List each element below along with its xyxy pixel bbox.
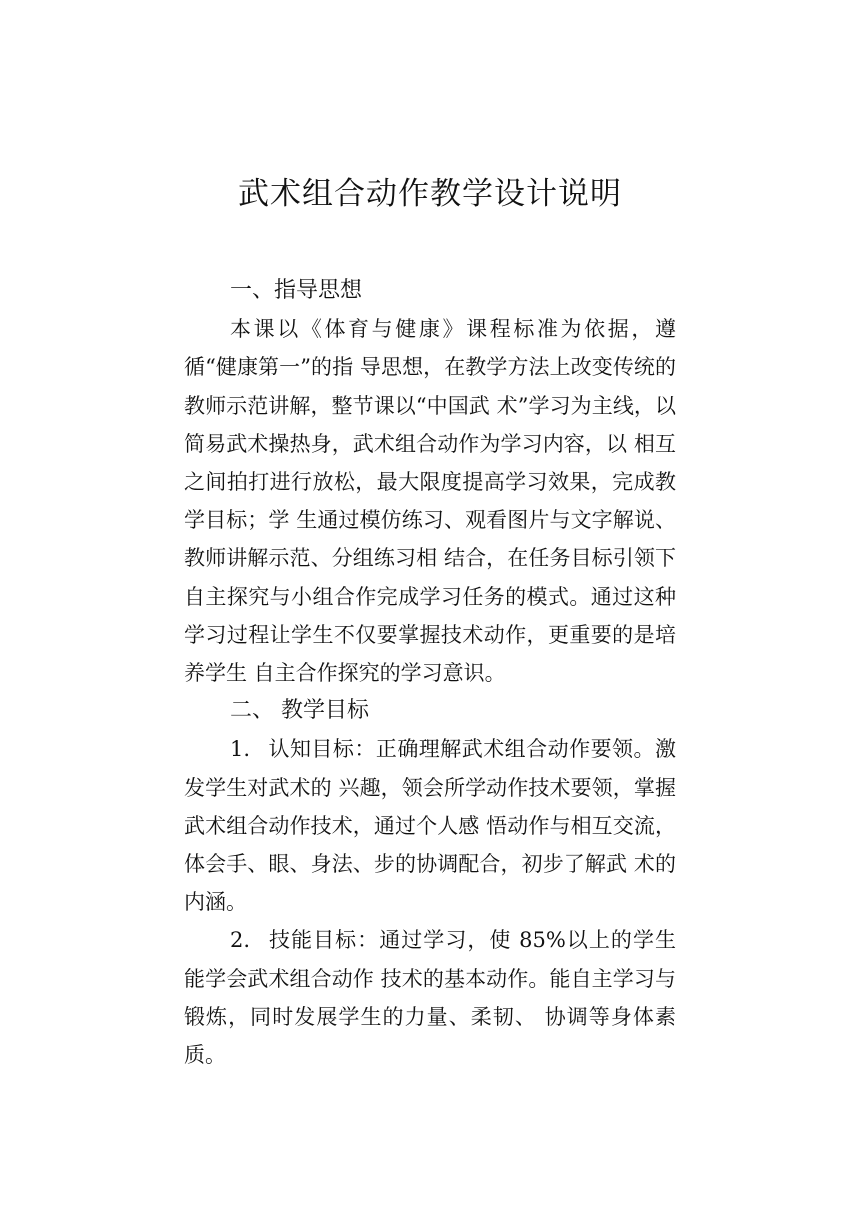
section-heading-guiding-ideology: 一、指导思想 xyxy=(230,278,363,303)
document-title: 武术组合动作教学设计说明 xyxy=(238,176,622,212)
list-item-skill-objective xyxy=(184,921,676,1074)
section-heading-teaching-objectives: 二、 教学目标 xyxy=(230,698,369,724)
document-body xyxy=(184,272,676,1074)
list-item-number: 1. xyxy=(230,737,251,762)
list-item-cognitive-objective xyxy=(184,730,676,921)
list-item-text: 认知目标：正确理解武术组合动作要领。激发学生对武术的 兴趣，领会所学动作技术要领，掌握武术组合动作技术，通过个人感 悟动作与相互交流，体会手、眼、身法、步的协调配合，初步了解武 术的内涵。 xyxy=(184,737,676,915)
list-item-number: 2. xyxy=(230,928,251,953)
list-item-text: 技能目标：通过学习，使 85%以上的学生能学会武术组合动作 技术的基本动作。能自主学习与锻炼，同时发展学生的力量、柔韧、 协调等身体素质。 xyxy=(184,928,676,1068)
paragraph-guiding-ideology: 本课以《体育与健康》课程标准为依据，遵循“健康第一”的指 导思想，在教学方法上改变传统的教师示范讲解，整节课以“中国武 术”学习为主线，以简易武术操热身，武术组合动作为学习内容，以 相互之间拍打进行放松，最大限度提高学习效果，完成教学目标；学 生通过模仿练习、观看图片与文字解说、教师讲解示范、分组练习相 结合，在任务目标引领下自主探究与小组合作完成学习任务的模式。通过这种学习过程让学生不仅要掌握技术动作，更重要的是培养学生 自主合作探究的学习意识。 xyxy=(184,317,676,686)
